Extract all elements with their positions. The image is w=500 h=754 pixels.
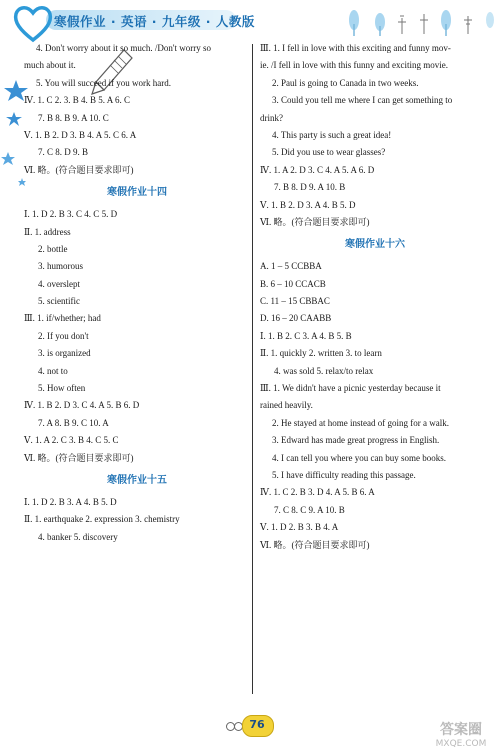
left-column [24,40,250,546]
answer-line: 2. bottle [38,243,68,254]
answer-line: Ⅴ. 1. B 2. D 3. A 4. B 5. D [260,199,356,210]
answer-line: 3. humorous [38,261,83,272]
section-16-answers [260,258,490,554]
section-15-answers [24,494,250,546]
left-top-answers [24,40,250,179]
watermark-line2: MXQE.COM [435,739,487,749]
heart-logo-icon [10,2,56,44]
section-14-answers [24,206,250,467]
answer-line: 7. B 8. D 9. A 10. B [274,182,346,193]
answer-line: Ⅲ. 1. We didn't have a picnic yesterday because it [260,383,441,394]
answer-line: 7. C 8. D 9. B [38,147,89,158]
page-number-badge [226,714,276,738]
answer-line: C. 11 – 15 CBBAC [260,296,330,307]
answer-line: 5. I have difficulty reading this passage. [272,469,416,480]
answer-line: Ⅰ. 1. D 2. B 3. C 4. C 5. D [24,209,118,220]
answer-line: Ⅲ. 1. if/whether; had [24,313,101,324]
answer-line: 2. Paul is going to Canada in two weeks. [272,77,419,88]
answer-line: 4. This party is such a great idea! [272,129,392,140]
answer-line: 2. If you don't [38,330,89,341]
answer-line: 4. Don't worry about it so much. /Don't worry so [36,43,211,53]
answer-line: Ⅳ. 1. A 2. D 3. C 4. A 5. A 6. D [260,164,375,175]
answer-line: Ⅵ. 略。(符合题目要求即可) [24,452,134,463]
page-number: 76 [249,718,265,731]
answer-line: Ⅳ. 1. B 2. D 3. C 4. A 5. B 6. D [24,400,140,411]
answer-line: rained heavily. [260,400,313,411]
section-title-16: 寒假作业十六 [345,239,405,251]
answer-line: Ⅴ. 1. B 2. D 3. B 4. A 5. C 6. A [24,129,137,140]
answer-line: 5. Did you use to wear glasses? [272,147,386,158]
answer-line: Ⅱ. 1. quickly 2. written 3. to learn [260,348,382,359]
answer-line: 4. I can tell you where you can buy some books. [272,452,446,463]
answer-line: ie. /I fell in love with this funny and exciting movie. [260,60,448,71]
answer-line: 7. C 8. C 9. A 10. B [274,504,345,515]
answer-line: Ⅱ. 1. address [24,226,71,237]
answer-line: 3. Edward has made great progress in English. [272,435,440,446]
answer-line: 4. overslept [38,278,80,289]
decorative-trees-icon [340,4,500,40]
right-column [260,40,490,554]
answer-line: D. 16 – 20 CAABB [260,313,332,324]
answer-line: 4. was sold 5. relax/to relax [274,365,374,376]
answer-line: B. 6 – 10 CCACB [260,278,326,289]
answer-line: Ⅰ. 1. D 2. B 3. A 4. B 5. D [24,496,117,507]
answer-line: Ⅴ. 1. A 2. C 3. B 4. C 5. C [24,435,119,446]
answer-line: drink? [260,112,283,123]
section-title-14: 寒假作业十四 [107,187,167,199]
page-header [0,0,500,40]
answer-line: 5. scientific [38,296,80,307]
answer-line: Ⅳ. 1. C 2. 3. B 4. B 5. A 6. C [24,95,131,106]
answer-line: A. 1 – 5 CCBBA [260,261,322,272]
answer-line: 7. A 8. B 9. C 10. A [38,417,109,428]
answer-line: Ⅱ. 1. earthquake 2. expression 3. chemistry [24,514,180,525]
answer-line: 7. B 8. B 9. A 10. C [38,112,109,123]
answer-line: Ⅵ. 略。(符合题目要求即可) [260,216,370,227]
watermark [422,722,500,754]
right-top-answers [260,40,490,231]
answer-line: 5. You will succeed if you work hard. [36,77,171,88]
answer-line: Ⅵ. 略。(符合题目要求即可) [24,164,134,175]
section-title-15: 寒假作业十五 [107,474,167,486]
answer-line: 4. banker 5. discovery [38,531,118,542]
answer-line: 2. He stayed at home instead of going for a walk. [272,417,449,428]
watermark-line1: 答案圈 [440,722,482,738]
answer-line: Ⅳ. 1. C 2. B 3. D 4. A 5. B 6. A [260,487,375,498]
answer-line: 3. is organized [38,348,91,359]
answer-line: much about it. [24,60,76,71]
answer-line: Ⅲ. 1. I fell in love with this exciting and funny mov- [260,43,451,53]
header-title: 寒假作业 · 英语 · 九年级 · 人教版 [54,14,255,29]
answer-line: Ⅵ. 略。(符合题目要求即可) [260,539,370,550]
answer-line: Ⅴ. 1. D 2. B 3. B 4. A [260,522,339,533]
answer-line: 3. Could you tell me where I can get something to [272,95,453,106]
answer-line: Ⅰ. 1. B 2. C 3. A 4. B 5. B [260,330,352,341]
answer-line: 4. not to [38,365,68,376]
answer-line: 5. How often [38,383,86,394]
column-divider [252,44,253,694]
